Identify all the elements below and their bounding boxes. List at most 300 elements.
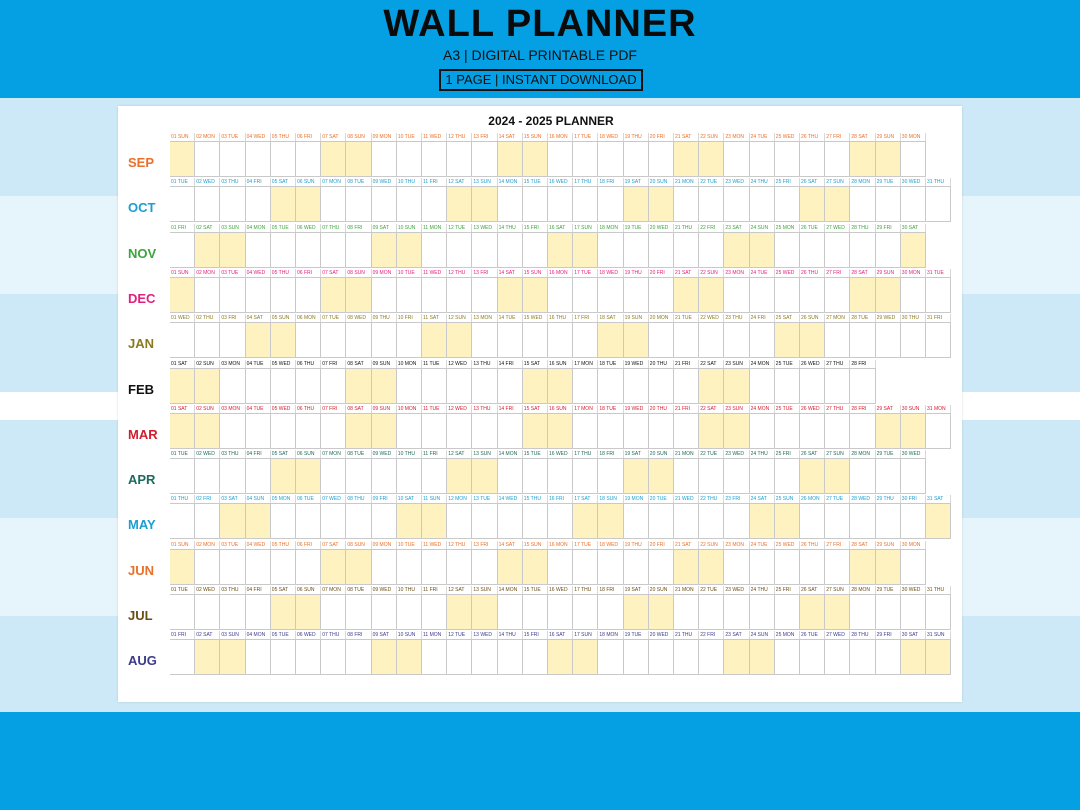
day-cell[interactable] [573,413,598,449]
day-cell[interactable] [926,413,951,449]
day-cell[interactable] [271,277,296,313]
day-cell[interactable] [876,141,901,177]
day-cell[interactable] [296,232,321,268]
day-cell[interactable] [876,549,901,585]
day-cell[interactable] [523,549,548,585]
day-cell[interactable] [825,141,850,177]
day-cell[interactable] [674,232,699,268]
day-cell[interactable] [825,458,850,494]
day-cell[interactable] [598,186,623,222]
day-cell[interactable] [346,594,371,630]
day-cell[interactable] [548,141,573,177]
day-cell[interactable] [649,322,674,358]
day-cell[interactable] [372,322,397,358]
day-cell[interactable] [195,141,220,177]
day-cell[interactable] [498,413,523,449]
day-cell[interactable] [901,141,926,177]
day-cell[interactable] [372,368,397,404]
day-cell[interactable] [170,186,195,222]
day-cell[interactable] [750,141,775,177]
day-cell[interactable] [573,232,598,268]
day-cell[interactable] [724,232,749,268]
day-cell[interactable] [170,232,195,268]
day-cell[interactable] [775,277,800,313]
day-cell[interactable] [926,186,951,222]
day-cell[interactable] [775,322,800,358]
day-cell[interactable] [195,322,220,358]
day-cell[interactable] [346,503,371,539]
day-cell[interactable] [850,594,875,630]
day-cell[interactable] [271,322,296,358]
day-cell[interactable] [296,413,321,449]
day-cell[interactable] [573,594,598,630]
day-cell[interactable] [624,277,649,313]
day-cell[interactable] [699,368,724,404]
day-cell[interactable] [850,141,875,177]
day-cell[interactable] [220,549,245,585]
day-cell[interactable] [649,639,674,675]
day-cell[interactable] [598,141,623,177]
day-cell[interactable] [220,186,245,222]
day-cell[interactable] [674,186,699,222]
day-cell[interactable] [523,232,548,268]
day-cell[interactable] [724,322,749,358]
day-cell[interactable] [271,368,296,404]
day-cell[interactable] [346,458,371,494]
day-cell[interactable] [649,503,674,539]
day-cell[interactable] [825,413,850,449]
day-cell[interactable] [271,141,296,177]
day-cell[interactable] [649,186,674,222]
day-cell[interactable] [850,503,875,539]
day-cell[interactable] [346,232,371,268]
day-cell[interactable] [775,368,800,404]
day-cell[interactable] [372,639,397,675]
day-cell[interactable] [674,141,699,177]
day-cell[interactable] [372,232,397,268]
day-cell[interactable] [498,639,523,675]
day-cell[interactable] [472,186,497,222]
day-cell[interactable] [850,186,875,222]
day-cell[interactable] [750,549,775,585]
day-cell[interactable] [901,277,926,313]
day-cell[interactable] [246,503,271,539]
day-cell[interactable] [271,232,296,268]
day-cell[interactable] [321,503,346,539]
day-cell[interactable] [850,413,875,449]
day-cell[interactable] [195,413,220,449]
day-cell[interactable] [195,277,220,313]
day-cell[interactable] [775,458,800,494]
day-cell[interactable] [800,232,825,268]
day-cell[interactable] [170,277,195,313]
day-cell[interactable] [775,594,800,630]
day-cell[interactable] [624,186,649,222]
day-cell[interactable] [195,458,220,494]
day-cell[interactable] [598,549,623,585]
day-cell[interactable] [850,277,875,313]
day-cell[interactable] [447,458,472,494]
day-cell[interactable] [447,503,472,539]
day-cell[interactable] [825,594,850,630]
day-cell[interactable] [472,413,497,449]
day-cell[interactable] [397,368,422,404]
day-cell[interactable] [523,368,548,404]
day-cell[interactable] [397,277,422,313]
day-cell[interactable] [346,141,371,177]
day-cell[interactable] [472,639,497,675]
day-cell[interactable] [573,503,598,539]
day-cell[interactable] [422,322,447,358]
day-cell[interactable] [447,322,472,358]
day-cell[interactable] [498,368,523,404]
day-cell[interactable] [523,594,548,630]
day-cell[interactable] [901,458,926,494]
day-cell[interactable] [220,322,245,358]
day-cell[interactable] [523,322,548,358]
day-cell[interactable] [598,503,623,539]
day-cell[interactable] [346,549,371,585]
day-cell[interactable] [699,186,724,222]
day-cell[interactable] [296,141,321,177]
day-cell[interactable] [472,232,497,268]
day-cell[interactable] [246,322,271,358]
day-cell[interactable] [220,413,245,449]
day-cell[interactable] [598,594,623,630]
day-cell[interactable] [422,277,447,313]
day-cell[interactable] [674,368,699,404]
day-cell[interactable] [220,141,245,177]
day-cell[interactable] [195,639,220,675]
day-cell[interactable] [246,594,271,630]
day-cell[interactable] [397,549,422,585]
day-cell[interactable] [901,594,926,630]
day-cell[interactable] [498,186,523,222]
day-cell[interactable] [372,141,397,177]
day-cell[interactable] [422,186,447,222]
day-cell[interactable] [397,232,422,268]
day-cell[interactable] [876,639,901,675]
day-cell[interactable] [548,232,573,268]
day-cell[interactable] [195,368,220,404]
day-cell[interactable] [296,277,321,313]
day-cell[interactable] [699,141,724,177]
day-cell[interactable] [447,639,472,675]
day-cell[interactable] [548,639,573,675]
day-cell[interactable] [271,458,296,494]
day-cell[interactable] [649,549,674,585]
day-cell[interactable] [498,549,523,585]
day-cell[interactable] [649,368,674,404]
day-cell[interactable] [699,594,724,630]
day-cell[interactable] [195,594,220,630]
day-cell[interactable] [372,594,397,630]
day-cell[interactable] [825,277,850,313]
day-cell[interactable] [649,277,674,313]
day-cell[interactable] [422,503,447,539]
day-cell[interactable] [246,458,271,494]
day-cell[interactable] [926,594,951,630]
day-cell[interactable] [246,277,271,313]
day-cell[interactable] [750,594,775,630]
day-cell[interactable] [170,322,195,358]
day-cell[interactable] [548,503,573,539]
day-cell[interactable] [346,413,371,449]
day-cell[interactable] [699,413,724,449]
day-cell[interactable] [926,639,951,675]
day-cell[interactable] [775,186,800,222]
day-cell[interactable] [447,141,472,177]
day-cell[interactable] [825,549,850,585]
day-cell[interactable] [321,549,346,585]
day-cell[interactable] [649,458,674,494]
day-cell[interactable] [926,277,951,313]
day-cell[interactable] [346,277,371,313]
day-cell[interactable] [649,594,674,630]
day-cell[interactable] [321,141,346,177]
day-cell[interactable] [296,458,321,494]
day-cell[interactable] [624,232,649,268]
day-cell[interactable] [548,594,573,630]
day-cell[interactable] [523,458,548,494]
day-cell[interactable] [624,458,649,494]
day-cell[interactable] [775,503,800,539]
day-cell[interactable] [800,186,825,222]
day-cell[interactable] [674,503,699,539]
day-cell[interactable] [498,594,523,630]
day-cell[interactable] [674,639,699,675]
day-cell[interactable] [825,368,850,404]
day-cell[interactable] [472,594,497,630]
day-cell[interactable] [422,413,447,449]
day-cell[interactable] [876,232,901,268]
day-cell[interactable] [246,413,271,449]
day-cell[interactable] [271,594,296,630]
day-cell[interactable] [800,141,825,177]
day-cell[interactable] [876,413,901,449]
day-cell[interactable] [220,232,245,268]
day-cell[interactable] [901,232,926,268]
day-cell[interactable] [901,503,926,539]
day-cell[interactable] [573,322,598,358]
day-cell[interactable] [750,322,775,358]
day-cell[interactable] [674,594,699,630]
day-cell[interactable] [750,368,775,404]
day-cell[interactable] [321,186,346,222]
day-cell[interactable] [901,413,926,449]
day-cell[interactable] [750,186,775,222]
day-cell[interactable] [296,368,321,404]
day-cell[interactable] [876,458,901,494]
day-cell[interactable] [598,322,623,358]
day-cell[interactable] [472,368,497,404]
day-cell[interactable] [624,322,649,358]
day-cell[interactable] [901,322,926,358]
day-cell[interactable] [624,413,649,449]
day-cell[interactable] [724,503,749,539]
day-cell[interactable] [876,594,901,630]
day-cell[interactable] [624,594,649,630]
day-cell[interactable] [372,549,397,585]
day-cell[interactable] [800,549,825,585]
day-cell[interactable] [372,413,397,449]
day-cell[interactable] [901,549,926,585]
day-cell[interactable] [170,368,195,404]
day-cell[interactable] [699,639,724,675]
day-cell[interactable] [825,639,850,675]
day-cell[interactable] [220,594,245,630]
day-cell[interactable] [447,232,472,268]
day-cell[interactable] [498,322,523,358]
day-cell[interactable] [724,458,749,494]
day-cell[interactable] [498,458,523,494]
day-cell[interactable] [624,639,649,675]
day-cell[interactable] [523,503,548,539]
day-cell[interactable] [321,458,346,494]
day-cell[interactable] [195,549,220,585]
day-cell[interactable] [271,549,296,585]
day-cell[interactable] [724,594,749,630]
day-cell[interactable] [422,368,447,404]
day-cell[interactable] [548,549,573,585]
day-cell[interactable] [573,549,598,585]
day-cell[interactable] [422,458,447,494]
day-cell[interactable] [850,639,875,675]
day-cell[interactable] [724,413,749,449]
day-cell[interactable] [170,458,195,494]
day-cell[interactable] [422,639,447,675]
day-cell[interactable] [598,458,623,494]
day-cell[interactable] [170,413,195,449]
day-cell[interactable] [800,503,825,539]
day-cell[interactable] [372,458,397,494]
day-cell[interactable] [321,639,346,675]
day-cell[interactable] [472,277,497,313]
day-cell[interactable] [447,413,472,449]
day-cell[interactable] [296,594,321,630]
day-cell[interactable] [195,186,220,222]
day-cell[interactable] [346,186,371,222]
day-cell[interactable] [447,368,472,404]
day-cell[interactable] [397,594,422,630]
day-cell[interactable] [472,549,497,585]
day-cell[interactable] [397,186,422,222]
day-cell[interactable] [170,594,195,630]
day-cell[interactable] [271,413,296,449]
day-cell[interactable] [195,503,220,539]
day-cell[interactable] [472,141,497,177]
day-cell[interactable] [775,549,800,585]
day-cell[interactable] [876,322,901,358]
day-cell[interactable] [170,639,195,675]
day-cell[interactable] [548,368,573,404]
day-cell[interactable] [901,186,926,222]
day-cell[interactable] [598,639,623,675]
day-cell[interactable] [624,549,649,585]
day-cell[interactable] [649,232,674,268]
day-cell[interactable] [422,594,447,630]
day-cell[interactable] [321,368,346,404]
day-cell[interactable] [523,277,548,313]
day-cell[interactable] [598,277,623,313]
day-cell[interactable] [296,549,321,585]
day-cell[interactable] [498,503,523,539]
day-cell[interactable] [674,277,699,313]
day-cell[interactable] [422,549,447,585]
day-cell[interactable] [573,277,598,313]
day-cell[interactable] [321,322,346,358]
day-cell[interactable] [523,413,548,449]
day-cell[interactable] [472,503,497,539]
day-cell[interactable] [800,413,825,449]
day-cell[interactable] [573,368,598,404]
day-cell[interactable] [296,639,321,675]
day-cell[interactable] [498,277,523,313]
day-cell[interactable] [397,639,422,675]
day-cell[interactable] [825,232,850,268]
day-cell[interactable] [750,277,775,313]
day-cell[interactable] [321,232,346,268]
day-cell[interactable] [674,549,699,585]
day-cell[interactable] [876,186,901,222]
day-cell[interactable] [246,368,271,404]
day-cell[interactable] [598,232,623,268]
day-cell[interactable] [422,141,447,177]
day-cell[interactable] [649,141,674,177]
day-cell[interactable] [246,186,271,222]
day-cell[interactable] [271,639,296,675]
day-cell[interactable] [775,141,800,177]
day-cell[interactable] [624,368,649,404]
day-cell[interactable] [296,322,321,358]
day-cell[interactable] [372,186,397,222]
day-cell[interactable] [372,503,397,539]
day-cell[interactable] [397,458,422,494]
day-cell[interactable] [699,232,724,268]
day-cell[interactable] [573,141,598,177]
day-cell[interactable] [397,503,422,539]
day-cell[interactable] [271,186,296,222]
day-cell[interactable] [220,277,245,313]
day-cell[interactable] [775,639,800,675]
day-cell[interactable] [170,503,195,539]
day-cell[interactable] [573,186,598,222]
day-cell[interactable] [775,413,800,449]
day-cell[interactable] [674,413,699,449]
day-cell[interactable] [800,322,825,358]
day-cell[interactable] [246,141,271,177]
day-cell[interactable] [397,322,422,358]
day-cell[interactable] [523,141,548,177]
day-cell[interactable] [750,232,775,268]
day-cell[interactable] [422,232,447,268]
day-cell[interactable] [699,503,724,539]
day-cell[interactable] [674,458,699,494]
day-cell[interactable] [346,639,371,675]
day-cell[interactable] [750,503,775,539]
day-cell[interactable] [876,277,901,313]
day-cell[interactable] [321,594,346,630]
day-cell[interactable] [170,549,195,585]
day-cell[interactable] [724,186,749,222]
day-cell[interactable] [548,458,573,494]
day-cell[interactable] [699,549,724,585]
day-cell[interactable] [498,141,523,177]
day-cell[interactable] [850,232,875,268]
day-cell[interactable] [800,458,825,494]
day-cell[interactable] [573,458,598,494]
day-cell[interactable] [624,503,649,539]
